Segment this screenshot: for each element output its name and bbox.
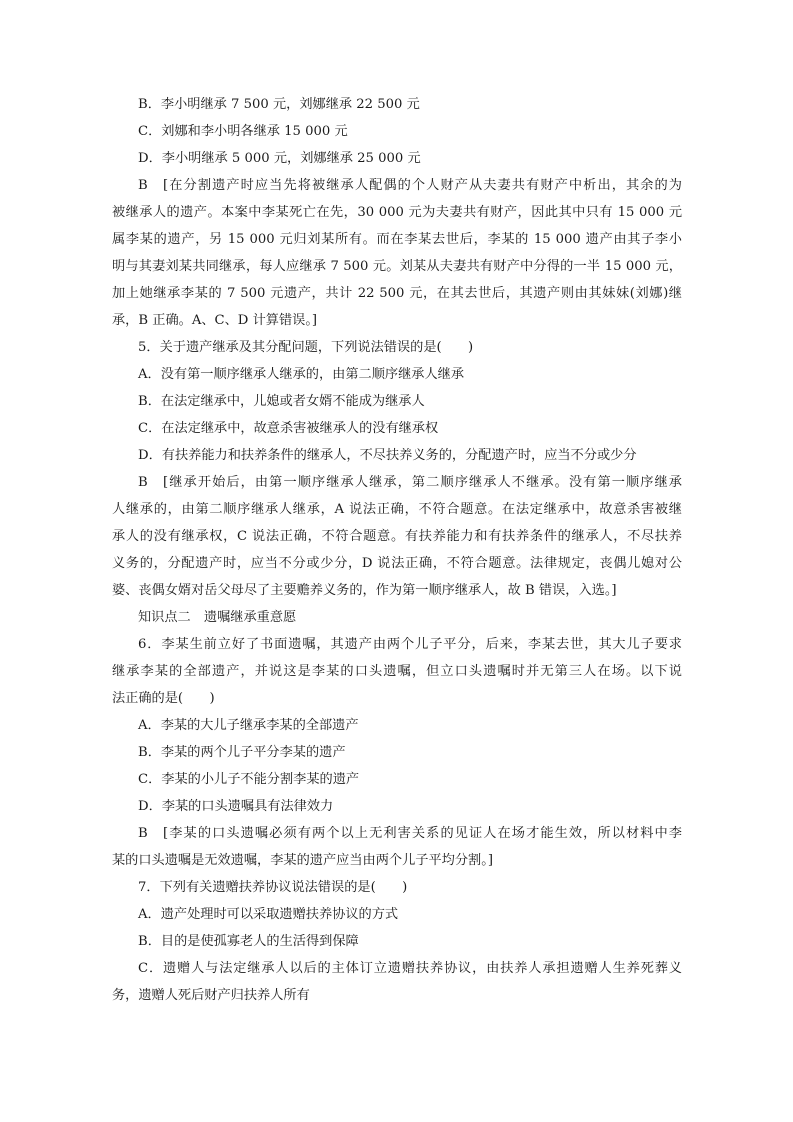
text-line: 知识点二 遗嘱继承重意愿 <box>138 610 297 625</box>
text-line: 7．下列有关遗赠扶养协议说法错误的是( ) <box>138 880 408 895</box>
text-line: 被继承人的遗产。本案中李某死亡在先，30 000 元为夫妻共有财产，因此其中只有 15 000 元 <box>112 205 682 220</box>
text-line: 加上她继承李某的 7 500 元遗产，共计 22 500 元，在其去世后，其遗产则由其妹妹(刘娜)继 <box>112 286 682 301</box>
text-line: 承人的没有继承权，C 说法正确，不符合题意。有扶养能力和有扶养条件的继承人，不尽扶养 <box>112 529 682 544</box>
text-line: 婆、丧偶女婿对岳父母尽了主要赡养义务的，作为第一顺序继承人，故 B 错误，入选。] <box>112 583 617 598</box>
text-line: A．遗产处理时可以采取遗赠扶养协议的方式 <box>138 907 399 922</box>
text-line: 5．关于遗产继承及其分配问题，下列说法错误的是( ) <box>138 340 474 355</box>
text-line: 法正确的是( ) <box>112 691 215 706</box>
text-line: C．遗赠人与法定继承人以后的主体订立遗赠扶养协议，由扶养人承担遗赠人生养死葬义 <box>138 961 682 976</box>
text-line: B．李某的两个儿子平分李某的遗产 <box>138 745 346 760</box>
text-line: B [李某的口头遗嘱必须有两个以上无利害关系的见证人在场才能生效，所以材料中李 <box>138 826 682 841</box>
text-line: C．刘娜和李小明各继承 15 000 元 <box>138 124 348 139</box>
text-line: B [继承开始后，由第一顺序继承人继承，第二顺序继承人不继承。没有第一顺序继承 <box>138 475 682 490</box>
text-line: A．没有第一顺序继承人继承的，由第二顺序继承人继承 <box>138 367 465 382</box>
text-line: C．在法定继承中，故意杀害被继承人的没有继承权 <box>138 421 439 436</box>
text-line: 义务的，分配遗产时，应当不分或少分，D 说法正确，不符合题意。法律规定，丧偶儿媳对公 <box>112 556 682 571</box>
text-line: 人继承的，由第二顺序继承人继承，A 说法正确，不符合题意。在法定继承中，故意杀害被继 <box>112 502 682 517</box>
text-line: 属李某的遗产，另 15 000 元归刘某所有。而在李某去世后，李某的 15 000 遗产由其子李小 <box>112 232 682 247</box>
text-line: 承，B 正确。A、C、D 计算错误。] <box>112 313 318 328</box>
text-line: 继承李某的全部遗产，并说这是李某的口头遗嘱，但立口头遗嘱时并无第三人在场。以下说 <box>112 664 682 679</box>
text-line: B [在分割遗产时应当先将被继承人配偶的个人财产从夫妻共有财产中析出，其余的为 <box>138 178 682 193</box>
text-line: 明与其妻刘某共同继承，每人应继承 7 500 元。刘某从夫妻共有财产中分得的一半 15 000 元， <box>112 259 682 274</box>
text-line: B．李小明继承 7 500 元，刘娜继承 22 500 元 <box>138 97 420 112</box>
document-body <box>112 91 682 1009</box>
text-line: D．有扶养能力和扶养条件的继承人，不尽扶养义务的，分配遗产时，应当不分或少分 <box>138 448 637 463</box>
text-line: 某的口头遗嘱是无效遗嘱，李某的遗产应当由两个儿子平均分割。] <box>112 853 493 868</box>
text-line: C．李某的小儿子不能分割李某的遗产 <box>138 772 360 787</box>
text-line: 务，遗赠人死后财产归扶养人所有 <box>112 988 310 1003</box>
text-line: B．在法定继承中，儿媳或者女婿不能成为继承人 <box>138 394 425 409</box>
text-line: D．李某的口头遗嘱具有法律效力 <box>138 799 334 814</box>
text-line: D．李小明继承 5 000 元，刘娜继承 25 000 元 <box>138 151 421 166</box>
text-line: A．李某的大儿子继承李某的全部遗产 <box>138 718 359 733</box>
text-line: 6．李某生前立好了书面遗嘱，其遗产由两个儿子平分，后来，李某去世，其大儿子要求 <box>138 637 682 652</box>
text-line: B．目的是使孤寡老人的生活得到保障 <box>138 934 359 949</box>
